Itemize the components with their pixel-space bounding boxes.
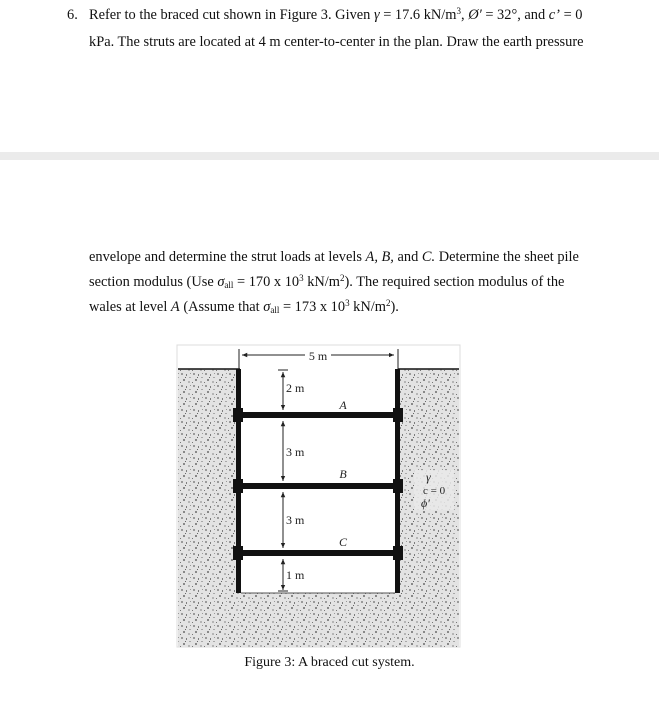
problem-line-4: section modulus (Use $\sigma_{all} = 170$ x $10^3$ $kN/m^2$). The required section modulus of the [89, 273, 565, 290]
strut-label-a: A [339, 398, 347, 412]
problem-number: 6. [67, 7, 78, 23]
strut-label-c: C [338, 535, 348, 549]
strut-a [241, 412, 395, 418]
wale-c-right [393, 546, 403, 560]
figure-caption: Figure 3: A braced cut system. [244, 655, 415, 670]
soil-label-phi: ϕ′ [421, 496, 430, 510]
dim-label-3m-lower: 3 m [286, 513, 305, 527]
wale-a-right [393, 408, 403, 422]
strut-label-b: B [339, 467, 347, 481]
wale-b-left [233, 479, 243, 493]
strut-b [241, 483, 395, 489]
problem-line-3: envelope and determine the strut loads at levels A, B, and C. Determine the sheet pile [89, 249, 579, 265]
wale-c-left [233, 546, 243, 560]
wale-a-left [233, 408, 243, 422]
dim-label-3m-upper: 3 m [286, 445, 305, 459]
soil-left [178, 369, 237, 647]
wale-b-right [393, 479, 403, 493]
dim-label-2m: 2 m [286, 381, 305, 395]
width-dimension-label: 5 m [308, 349, 328, 363]
soil-label-gamma: γ [426, 470, 431, 484]
soil-bottom [237, 593, 398, 647]
soil-label-c: c = 0 [423, 485, 446, 497]
strut-c [241, 550, 395, 556]
problem-line-2: kPa. The struts are located at 4 m center-to-center in the plan. Draw the earth pressure [89, 34, 584, 50]
problem-line-1: Refer to the braced cut shown in Figure 3. Given γ = 17.6 $kN/m^3$, Ø′ = 32°, and c’ = 0 [89, 6, 583, 23]
dim-label-1m: 1 m [286, 568, 305, 582]
problem-line-5: wales at level A (Assume that $\sigma_{all} = 173$ x $10^3$ $kN/m^2$). [89, 298, 399, 315]
